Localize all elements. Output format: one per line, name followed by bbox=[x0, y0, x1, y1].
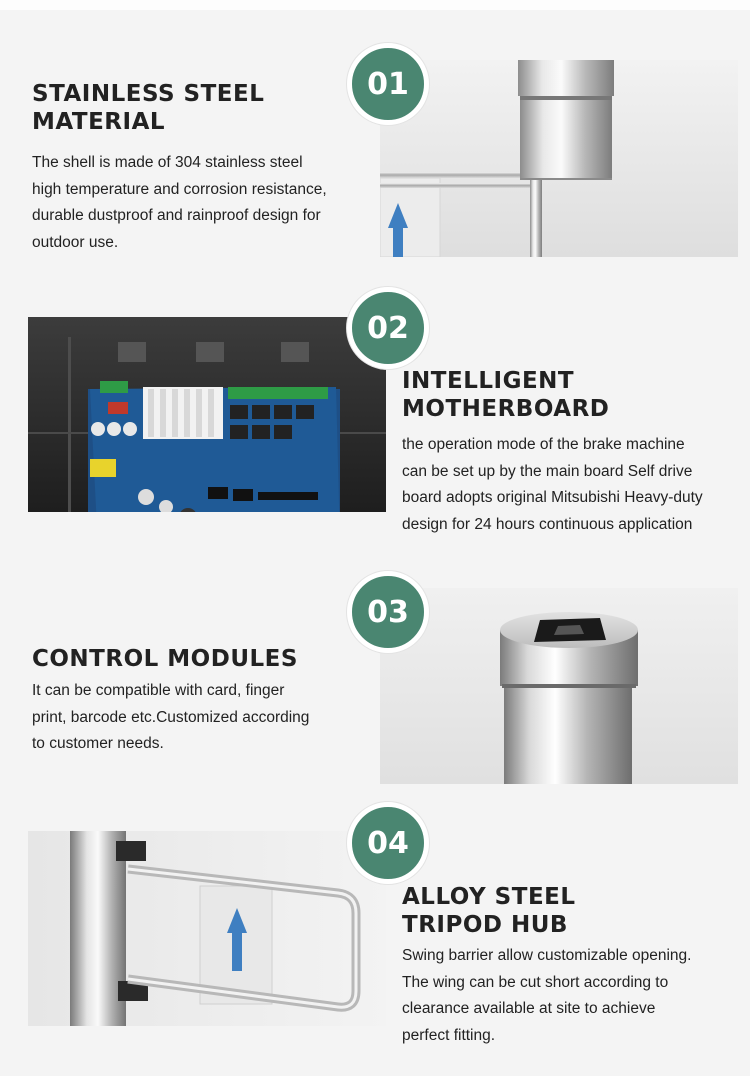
feature-title-line: MATERIAL bbox=[32, 109, 166, 135]
feature-number-badge-01: 01 bbox=[347, 43, 429, 125]
description-line: It can be compatible with card, finger bbox=[32, 682, 285, 699]
feature-title-03 bbox=[32, 645, 298, 673]
description-line: outdoor use. bbox=[32, 233, 119, 251]
control-module-post-photo bbox=[380, 588, 738, 784]
feature-description-01 bbox=[32, 150, 327, 256]
feature-title-line: CONTROL MODULES bbox=[32, 646, 298, 672]
feature-description-04 bbox=[402, 943, 691, 1049]
feature-title-line: INTELLIGENT bbox=[402, 368, 575, 394]
feature-title-line: STAINLESS STEEL bbox=[32, 81, 265, 107]
top-band bbox=[0, 0, 750, 10]
description-line: to customer needs. bbox=[32, 735, 164, 752]
feature-description-03 bbox=[32, 678, 309, 758]
feature-description-02 bbox=[402, 432, 703, 538]
feature-title-line: TRIPOD HUB bbox=[402, 912, 568, 938]
description-line: Swing barrier allow customizable opening. bbox=[402, 947, 692, 964]
feature-title-line: MOTHERBOARD bbox=[402, 396, 610, 422]
feature-number-badge-04: 04 bbox=[347, 802, 429, 884]
description-line: clearance available at site to achieve bbox=[402, 1000, 656, 1017]
description-line: board adopts original Mitsubishi Heavy-duty bbox=[402, 489, 703, 506]
description-line: high temperature and corrosion resistance, bbox=[32, 180, 327, 198]
feature-title-line: ALLOY STEEL bbox=[402, 884, 576, 910]
motherboard-photo bbox=[28, 317, 386, 512]
description-line: design for 24 hours continuous application bbox=[402, 515, 693, 533]
swing-barrier-photo bbox=[28, 831, 386, 1026]
description-line: The shell is made of 304 stainless steel bbox=[32, 154, 303, 171]
description-line: the operation mode of the brake machine bbox=[402, 436, 685, 453]
feature-number-badge-03: 03 bbox=[347, 571, 429, 653]
description-line: print, barcode etc.Customized according bbox=[32, 708, 310, 726]
description-line: can be set up by the main board Self drive bbox=[402, 462, 693, 480]
description-line: durable dustproof and rainproof design for bbox=[32, 207, 321, 224]
feature-title-02 bbox=[402, 367, 609, 423]
feature-title-04 bbox=[402, 883, 576, 939]
feature-number-badge-02: 02 bbox=[347, 287, 429, 369]
stainless-steel-post-photo bbox=[380, 60, 738, 257]
description-line: The wing can be cut short according to bbox=[402, 973, 669, 991]
description-line: perfect fitting. bbox=[402, 1026, 496, 1044]
feature-title-01 bbox=[32, 80, 264, 136]
